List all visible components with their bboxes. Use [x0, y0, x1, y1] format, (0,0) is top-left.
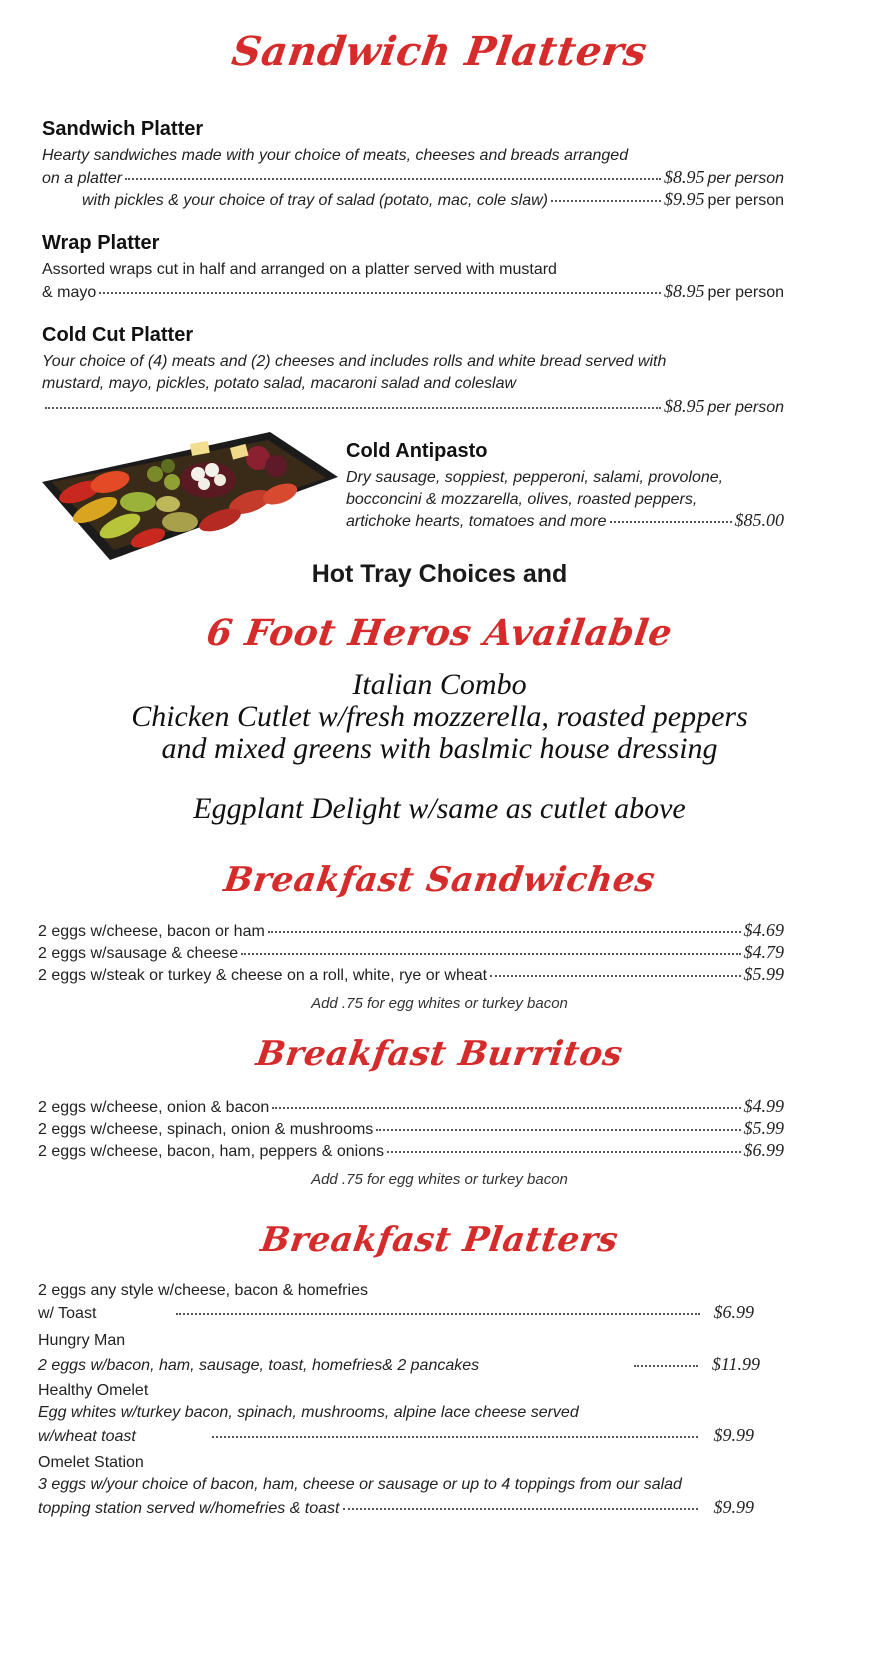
cold-cut-platter-name: Cold Cut Platter: [42, 324, 194, 346]
cold-antipasto-price: $85.00: [734, 510, 784, 530]
platter-2-row: [38, 1354, 760, 1375]
cold-cut-platter-desc-2: mustard, mayo, pickles, potato salad, macaroni salad and coleslaw: [42, 375, 517, 392]
item-label: w/ Toast: [38, 1305, 97, 1322]
leader-dots: [272, 1107, 740, 1109]
leader-dots: [343, 1508, 698, 1510]
heros-line-2: Chicken Cutlet w/fresh mozzerella, roasted peppers: [131, 700, 748, 733]
cold-antipasto-desc-3: artichoke hearts, tomatoes and more: [346, 513, 607, 530]
wrap-platter-name: Wrap Platter: [42, 232, 160, 254]
list-item: [38, 1118, 784, 1139]
leader-dots: [212, 1436, 698, 1438]
sandwich-platter-unit-2: per person: [707, 192, 784, 209]
breakfast-sandwiches-note: Add .75 for egg whites or turkey bacon: [311, 995, 568, 1012]
item-label: topping station served w/homefries & toast: [38, 1500, 340, 1517]
item-name: Hungry Man: [38, 1332, 126, 1349]
cold-antipasto-row: [346, 510, 784, 531]
leader-dots: [490, 975, 740, 977]
item-label: 2 eggs w/cheese, bacon, ham, peppers & onions: [38, 1143, 384, 1160]
item-label: Egg whites w/turkey bacon, spinach, mushrooms, alpine lace cheese served: [38, 1404, 579, 1421]
item-price: $5.99: [743, 1118, 784, 1138]
platter-3-desc-row: [38, 1404, 579, 1422]
mozzarella-bowl: [180, 462, 236, 498]
sandwich-platter-desc-2: on a platter: [42, 170, 123, 187]
breakfast-platters-title: Breakfast Platters: [258, 1220, 621, 1260]
platter-2-name-row: [38, 1332, 125, 1350]
list-item: [38, 1096, 784, 1117]
heros-line-1: Italian Combo: [352, 668, 527, 701]
wrap-platter-desc-2: & mayo: [42, 284, 97, 301]
item-name: Omelet Station: [38, 1454, 144, 1471]
list-item: [38, 920, 784, 941]
sandwich-platter-unit-1: per person: [707, 170, 784, 187]
item-label: 2 eggs w/cheese, onion & bacon: [38, 1099, 270, 1116]
item-price: $11.99: [711, 1354, 760, 1374]
item-label: 2 eggs any style w/cheese, bacon & homefries: [38, 1282, 368, 1299]
item-price: $6.99: [713, 1302, 754, 1322]
wrap-platter-price: $8.95: [664, 281, 705, 301]
wrap-platter-row: [42, 281, 784, 302]
cold-cut-platter-desc-1: Your choice of (4) meats and (2) cheeses and includes rolls and white bread served with: [42, 353, 667, 370]
item-name: Healthy Omelet: [38, 1382, 149, 1399]
leader-dots: [99, 292, 661, 294]
sandwich-platters-title: Sandwich Platters: [228, 28, 651, 75]
platter-4-row: [38, 1497, 754, 1518]
leader-dots: [551, 200, 661, 202]
platter-1-line-1: [38, 1282, 368, 1300]
item-price: $5.99: [743, 964, 784, 984]
leader-dots: [268, 931, 741, 933]
item-label: 2 eggs w/sausage & cheese: [38, 945, 239, 962]
platter-3-row: [38, 1425, 754, 1446]
list-item: [38, 964, 784, 985]
item-price: $6.99: [743, 1140, 784, 1160]
breakfast-sandwiches-title: Breakfast Sandwiches: [221, 860, 658, 900]
platter-1-row: [38, 1302, 754, 1323]
leader-dots: [45, 407, 661, 409]
sandwich-platter-desc: Hearty sandwiches made with your choice of meats, cheeses and breads arranged: [42, 147, 629, 164]
antipasto-platter-image: [40, 422, 340, 564]
leader-dots: [634, 1365, 698, 1367]
platter-4-name-row: [38, 1454, 144, 1472]
item-label: w/wheat toast: [38, 1428, 136, 1445]
wrap-platter-unit: per person: [707, 284, 784, 301]
item-price: $4.79: [743, 942, 784, 962]
leader-dots: [387, 1151, 741, 1153]
sandwich-platter-price-2: $9.95: [664, 189, 705, 209]
sandwich-platter-row-2: [82, 189, 784, 210]
leader-dots: [176, 1313, 699, 1315]
cold-antipasto-desc-2: bocconcini & mozzarella, olives, roasted peppers,: [346, 491, 698, 508]
item-price: $9.99: [713, 1425, 754, 1445]
item-label: 2 eggs w/cheese, bacon or ham: [38, 923, 265, 940]
cold-cut-platter-price: $8.95: [664, 396, 705, 416]
item-label: 2 eggs w/cheese, spinach, onion & mushrooms: [38, 1121, 374, 1138]
item-label: 2 eggs w/bacon, ham, sausage, toast, homefries& 2 pancakes: [38, 1357, 480, 1374]
hot-tray-heading: Hot Tray Choices and: [311, 560, 568, 588]
sandwich-platter-desc-3: with pickles & your choice of tray of salad (potato, mac, cole slaw): [82, 192, 548, 209]
cold-antipasto-name: Cold Antipasto: [346, 440, 488, 462]
item-label: 2 eggs w/steak or turkey & cheese on a roll, white, rye or wheat: [38, 967, 488, 984]
heros-title: 6 Foot Heros Available: [203, 612, 676, 654]
item-label: 3 eggs w/your choice of bacon, ham, cheese or sausage or up to 4 toppings from our salad: [38, 1476, 682, 1493]
item-price: $9.99: [713, 1497, 754, 1517]
leader-dots: [241, 953, 740, 955]
cold-cut-platter-row: [42, 396, 784, 417]
cold-antipasto-desc-1: Dry sausage, soppiest, pepperoni, salami, provolone,: [346, 469, 724, 486]
heros-line-3: and mixed greens with baslmic house dressing: [161, 732, 718, 765]
list-item: [38, 1140, 784, 1161]
cold-cut-platter-unit: per person: [707, 399, 784, 416]
leader-dots: [610, 521, 732, 523]
leader-dots: [125, 178, 661, 180]
heros-line-4: Eggplant Delight w/same as cutlet above: [193, 792, 686, 825]
leader-dots: [376, 1129, 740, 1131]
breakfast-burritos-title: Breakfast Burritos: [253, 1034, 626, 1074]
item-price: $4.99: [743, 1096, 784, 1116]
list-item: [38, 942, 784, 963]
sandwich-platter-price-1: $8.95: [664, 167, 705, 187]
item-price: $4.69: [743, 920, 784, 940]
sandwich-platter-row-1: [42, 167, 784, 188]
platter-4-desc-row: [38, 1476, 682, 1494]
sandwich-platter-name: Sandwich Platter: [42, 118, 204, 140]
breakfast-burritos-note: Add .75 for egg whites or turkey bacon: [311, 1171, 568, 1188]
platter-3-name-row: [38, 1382, 148, 1400]
wrap-platter-desc: Assorted wraps cut in half and arranged on a platter served with mustard: [42, 261, 557, 278]
